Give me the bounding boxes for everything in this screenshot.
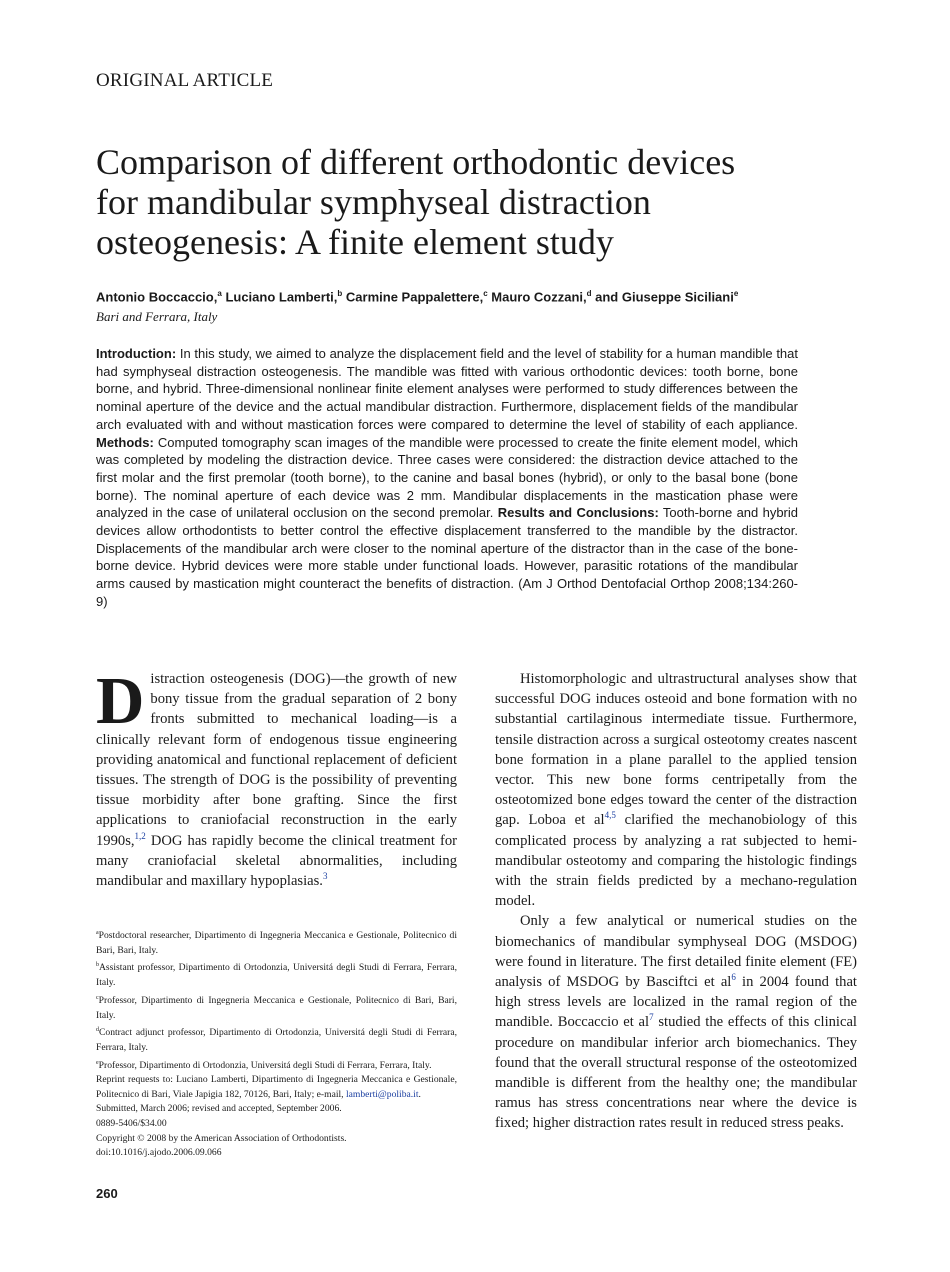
citation-link[interactable]: 4,5 (604, 810, 616, 821)
author-affiliation-mark: d (586, 289, 592, 298)
paragraph-text: Only a few analytical or numerical studies on the biomechanics of mandibular symphyseal DOG (MSDOG) were found in literature. The first detailed finite element (FE) analysis of MSDOG by Basciftci et al (495, 913, 857, 991)
paragraph-text: DOG has rapidly become the clinical treatment for many craniofacial skeletal abnormalities, including mandibular and maxillary hypoplasias. (96, 832, 457, 890)
paragraph-text: studied the effects of this clinical procedure on mandibular inferior arch biomechanics. They found that the overall structural response of the osteotomized mandible is different from the healthy one; the mandibular ramus has stress concentrations near where the device is fixed; higher distraction rates result in reduced stress peaks. (495, 1014, 857, 1132)
citation-link[interactable]: 1,2 (134, 830, 146, 841)
abstract-intro-text: In this study, we aimed to analyze the displacement field and the level of stability for a human mandible that had symphyseal distraction osteogenesis. The mandible was fitted with various orthodontic devices: tooth borne, bone borne, and hybrid. Three-dimensional nonlinear finite element analyses were performed to study differences between the nominal aperture of the device and the actual mandibular distraction. Furthermore, displacement fields of the mandibular arch evaluated with and without mastication forces were compared to determine the level of stability of each appliance. (96, 346, 798, 432)
footnote-mark: e (96, 1059, 99, 1066)
body-paragraph (495, 911, 857, 1133)
paragraph-text: istraction osteogenesis (DOG)—the growth of new bony tissue from the gradual separation of 2 bony fronts submitted to mechanical loading—is a clinically relevant form of endogenous tissue engineering providing anatomical and functional replacement of deficient tissues. The strength of DOG is the possibility of preventing tissue morbidity after bone grafting. Since the first applications to craniofacial reconstruction in the early 1990s, (96, 671, 457, 849)
affiliation: Bari and Ferrara, Italy (96, 309, 218, 324)
abstract-results-label: Results and Conclusions: (497, 505, 659, 521)
paragraph-text: in 2004 found that high stress levels are localized in the ramal region of the mandible. Boccaccio et al (495, 974, 857, 1031)
body-paragraph (96, 664, 457, 891)
title-line-1: Comparison of different orthodontic devices (96, 142, 736, 182)
body-column-left (96, 664, 457, 891)
footnote (96, 1056, 457, 1074)
article-title (96, 142, 876, 262)
author-affiliation-mark: a (217, 289, 222, 298)
author-name: Luciano Lamberti, (225, 289, 338, 305)
footnote-mark: a (96, 930, 99, 936)
author-name: Carmine Pappalettere, (345, 289, 484, 305)
footnote-text: Professor, Dipartimento di Ingegneria Meccanica e Gestionale, Politecnico di Bari, Bari, Italy. (96, 994, 457, 1021)
email-link[interactable]: lamberti@poliba.it (345, 1088, 419, 1100)
footnote (96, 1023, 457, 1055)
footnote (96, 991, 457, 1023)
author-affiliation-mark: c (483, 289, 488, 298)
title-line-3: osteogenesis: A finite element study (96, 222, 614, 262)
footnote-text: Postdoctoral researcher, Dipartimento di Ingegneria Meccanica e Gestionale, Politecnico di Bari, Bari, Italy. (96, 930, 457, 956)
author-name: and Giuseppe Siciliani (595, 289, 734, 305)
footnotes (96, 926, 457, 1161)
body-column-right (495, 669, 857, 1134)
citation-link[interactable]: 6 (731, 972, 736, 983)
reprint-text: Reprint requests to: Luciano Lamberti, Dipartimento di Ingegneria Meccanica e Gestionale, Politecnico di Bari, Viale Japigia 182, 70126, Bari, Italy; e-mail, (96, 1074, 457, 1100)
footnote (96, 926, 457, 958)
abstract-methods-text: Computed tomography scan images of the mandible were processed to create the finite element model, which was completed by modeling the distraction device. Three cases were considered: the distraction device attached to the first molar and the first premolar (tooth borne), to the canine and basal bones (hybrid), or only to the basal bone (bone borne). The nominal aperture of each device was 2 mm. Mandibular displacements in the mastication phase were analyzed in the case of unilateral occlusion on the second premolar. (96, 434, 798, 521)
citation-link[interactable]: 7 (649, 1012, 654, 1023)
citation-link[interactable]: 3 (322, 871, 328, 882)
paragraph-text: Histomorphologic and ultrastructural analyses show that successful DOG induces osteoid and bone formation with no substantial cartilaginous intermediate tissue. Furthermore, tensile distraction across a surgical osteotomy creates nascent bone formation in a plane parallel to the applied tension vector. This new bone forms centripetally from the osteotomized bone edges toward the center of the distraction gap. Loboa et al (495, 671, 857, 829)
abstract (96, 345, 798, 611)
reprint-requests (96, 1073, 457, 1102)
author-name: Mauro Cozzani, (491, 289, 587, 305)
paragraph-text: clarified the mechanobiology of this complicated process by analyzing a rat subjected to hemi-mandibular osteotomy and comparing the histologic findings with the strain fields predicted by a mechano-regulation model. (495, 812, 857, 910)
footnote-text: Assistant professor, Dipartimento di Ortodonzia, Universitá degli Studi di Ferrara, Ferrara, Italy. (96, 962, 457, 989)
title-line-2: for mandibular symphyseal distraction (96, 182, 651, 222)
abstract-methods-label: Methods: (96, 434, 154, 450)
author-affiliation-mark: e (733, 289, 739, 298)
author-name: Antonio Boccaccio, (96, 289, 218, 305)
footnote-mark: d (96, 1027, 99, 1034)
section-label: ORIGINAL ARTICLE (96, 70, 274, 91)
submission-dates: Submitted, March 2006; revised and accepted, September 2006. (96, 1103, 342, 1115)
footnote-mark: b (96, 962, 99, 969)
reprint-end: . (418, 1088, 421, 1100)
abstract-intro-label: Introduction: (96, 346, 177, 361)
body-paragraph (495, 669, 857, 911)
copyright: Copyright © 2008 by the American Association of Orthodontists. (96, 1132, 347, 1144)
footnote-text: Contract adjunct professor, Dipartimento di Ortodonzia, Universitá degli Studi di Ferrara, Ferrara, Italy. (96, 1027, 457, 1053)
footnote-mark: c (96, 994, 99, 1001)
page-number: 260 (96, 1186, 118, 1201)
issn: 0889-5406/$34.00 (96, 1118, 167, 1130)
abstract-results-text: Tooth-borne and hybrid devices allow orthodontists to better control the effective displacement transferred to the mandible by the distractor. Displacements of the mandibular arch were closer to the nominal aperture of the distractor than in the case of the bone-borne device. Hybrid devices were more stable under functional loads. However, parasitic rotations of the mandibular arms caused by mastication might counteract the benefits of distraction. (Am J Orthod Dentofacial Orthop 2008;134:260-9) (96, 505, 799, 609)
author-affiliation-mark: b (337, 289, 343, 298)
footnote (96, 958, 457, 990)
footnote-text: Professor, Dipartimento di Ortodonzia, Universitá degli Studi di Ferrara, Ferrara, Italy. (98, 1059, 432, 1071)
doi: doi:10.1016/j.ajodo.2006.09.066 (96, 1147, 222, 1159)
author-list (96, 289, 896, 304)
drop-cap: D (96, 664, 145, 738)
